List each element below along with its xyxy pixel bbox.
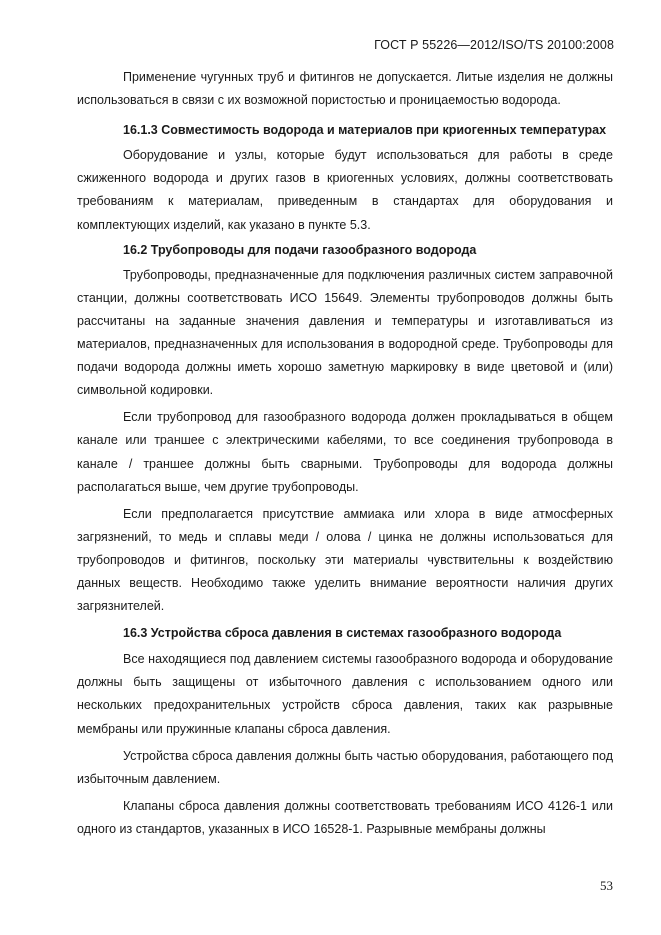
paragraph-pressure-systems: Все находящиеся под давлением системы газообразного водорода и оборудование должны быть защищены от избыточного давления с использованием одного или нескольких предохранительных устройств сброса давления, таких как разрывные мембраны или пружинные клапаны сброса давления. <box>77 652 613 736</box>
paragraph-cryogenic: Оборудование и узлы, которые будут использоваться для работы в среде сжиженного водорода и других газов в криогенных условиях, должны соответствовать требованиям к материалам, приведенным в стандартах для оборудования и комплектующих изделий, как указано в пункте 5.3. <box>77 148 613 232</box>
standard-header: ГОСТ Р 55226—2012/ISO/TS 20100:2008 <box>374 38 614 52</box>
heading-16-3: 16.3 Устройства сброса давления в системах газообразного водорода <box>123 626 562 641</box>
heading-16-2: 16.2 Трубопроводы для подачи газообразного водорода <box>123 242 477 257</box>
paragraph-relief-valves: Клапаны сброса давления должны соответствовать требованиям ИСО 4126-1 или одного из стандартов, указанных в ИСО 16528-1. Разрывные мембраны должны <box>77 798 613 836</box>
heading-16-1-3: 16.1.3 Совместимость водорода и материалов при криогенных температурах <box>123 123 607 138</box>
paragraph-relief-devices: Устройства сброса давления должны быть частью оборудования, работающего под избыточным давлением. <box>77 748 613 786</box>
paragraph-trench: Если трубопровод для газообразного водорода должен прокладываться в общем канале или траншее с электрическими кабелями, то все соединения трубопровода в канале / траншее должны быть сварными. Трубопроводы для водорода должны располагаться выше, чем другие трубопроводы. <box>77 410 613 494</box>
paragraph-ammonia: Если предполагается присутствие аммиака или хлора в виде атмосферных загрязнений, то медь и сплавы меди / олова / цинка не должны использоваться для трубопроводов и фитингов, поскольку эти материалы чувствительны к воздействию данных веществ. Необходимо также уделить внимание вероятности наличия других загрязнителей. <box>77 506 613 614</box>
page-number: 53 <box>600 878 613 893</box>
document-body <box>77 66 613 841</box>
paragraph-cast-iron: Применение чугунных труб и фитингов не допускается. Литые изделия не должны использоваться в связи с их возможной пористостью и проницаемостью водорода. <box>77 70 613 108</box>
paragraph-pipelines: Трубопроводы, предназначенные для подключения различных систем заправочной станции, должны соответствовать ИСО 15649. Элементы трубопроводов должны быть рассчитаны на заданные значения давления и температуры и изготавливаться из материалов, предназначенных для использования в водородной среде. Трубопроводы для подачи водорода должны иметь хорошо заметную маркировку в виде цветовой и (или) символьной кодировки. <box>77 267 613 398</box>
